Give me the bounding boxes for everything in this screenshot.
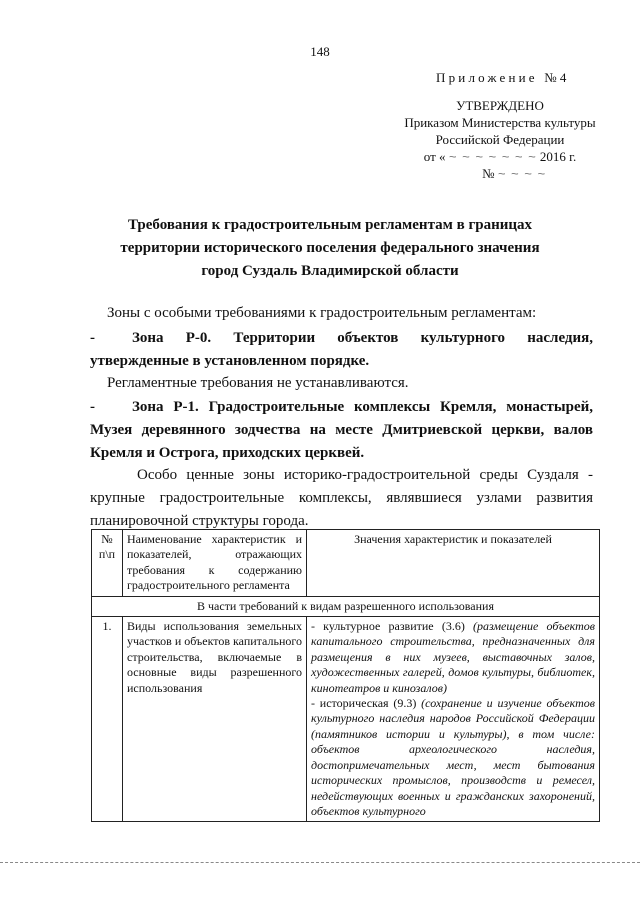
value-culture-desc: (размещение объектов капитального строительства, предназначенных для размещения в них музеев, выставочных залов, художественных галерей, домов культуры, библиотек, кинотеатров и кинозалов): [311, 619, 595, 695]
approval-block: [380, 97, 620, 182]
row-name: Виды использования земельных участков и объектов капитального строительства, включаемые в основные виды разрешенного использования: [123, 617, 307, 822]
order-line-2: Российской Федерации: [435, 132, 565, 147]
value-culture: [311, 619, 595, 696]
zone-r1-paragraph: [90, 396, 593, 465]
header-num: № п\п: [92, 530, 123, 597]
date-year: 2016 г.: [539, 149, 577, 164]
list-dash: -: [90, 330, 95, 346]
header-name: Наименование характеристик и показателей, отражающих требования к содержанию градостроительного регламента: [123, 530, 307, 597]
order-date-line: [380, 148, 620, 165]
value-historical-desc: (сохранение и изучение объектов культурного наследия народов Российской Федерации (памятников истории и культуры), в том числе: объектов археологического наследия, достопримечательных мест, мест бытования исторических промыслов, производств и ремесел, недействующих военных и гражданских захоронений, объектов культурного: [311, 696, 595, 818]
valuable-zones-paragraph: Особо ценные зоны историко-градостроительной среды Суздаля - крупные градостроительные комплексы, являвшиеся узлами развития планировочной структуры города.: [90, 467, 593, 529]
zone-r0-text: Зона Р-0. Территории объектов культурного наследия, утвержденные в установленном порядке.: [90, 330, 593, 369]
handwritten-number: ~ ~ ~ ~: [497, 166, 546, 181]
section-title: В части требований к видам разрешенного использования: [92, 596, 600, 616]
date-prefix: от «: [423, 149, 446, 164]
value-historical: [311, 696, 595, 819]
table-row: [92, 617, 600, 822]
header-value: Значения характеристик и показателей: [307, 530, 600, 597]
value-culture-code: - культурное развитие (3.6): [311, 619, 474, 634]
zone-r0-paragraph: [90, 327, 593, 373]
zone-r1-text: Зона Р-1. Градостроительные комплексы Кремля, монастырей, Музея деревянного зодчества на месте Дмитриевской церкви, валов Кремля и Острога, приходских церквей.: [90, 399, 593, 461]
number-prefix: №: [482, 166, 495, 181]
intro-paragraph: Зоны с особыми требованиями к градостроительным регламентам:: [107, 305, 537, 321]
handwritten-date: ~ ~ ~ ~ ~ ~ ~: [448, 149, 537, 164]
table-header-row: [92, 530, 600, 597]
no-requirements-paragraph: Регламентные требования не устанавливаются.: [107, 375, 409, 391]
document-title: Требования к градостроительным регламентам в границах территории исторического поселения федерального значения город Суздаль Владимирской области: [120, 217, 540, 279]
approved-heading: УТВЕРЖДЕНО: [456, 98, 544, 113]
value-historical-code: - историческая (9.3): [311, 696, 422, 711]
order-line-1: Приказом Министерства культуры: [404, 115, 596, 130]
order-number-line: [380, 165, 620, 182]
page-cut-line: [0, 862, 640, 863]
row-value: [307, 617, 600, 822]
list-dash: -: [90, 399, 95, 415]
appendix-label: Приложение №4: [436, 70, 570, 85]
page-number: 148: [310, 44, 330, 59]
requirements-table: [91, 529, 600, 822]
row-num: 1.: [92, 617, 123, 822]
table-section-row: [92, 596, 600, 616]
